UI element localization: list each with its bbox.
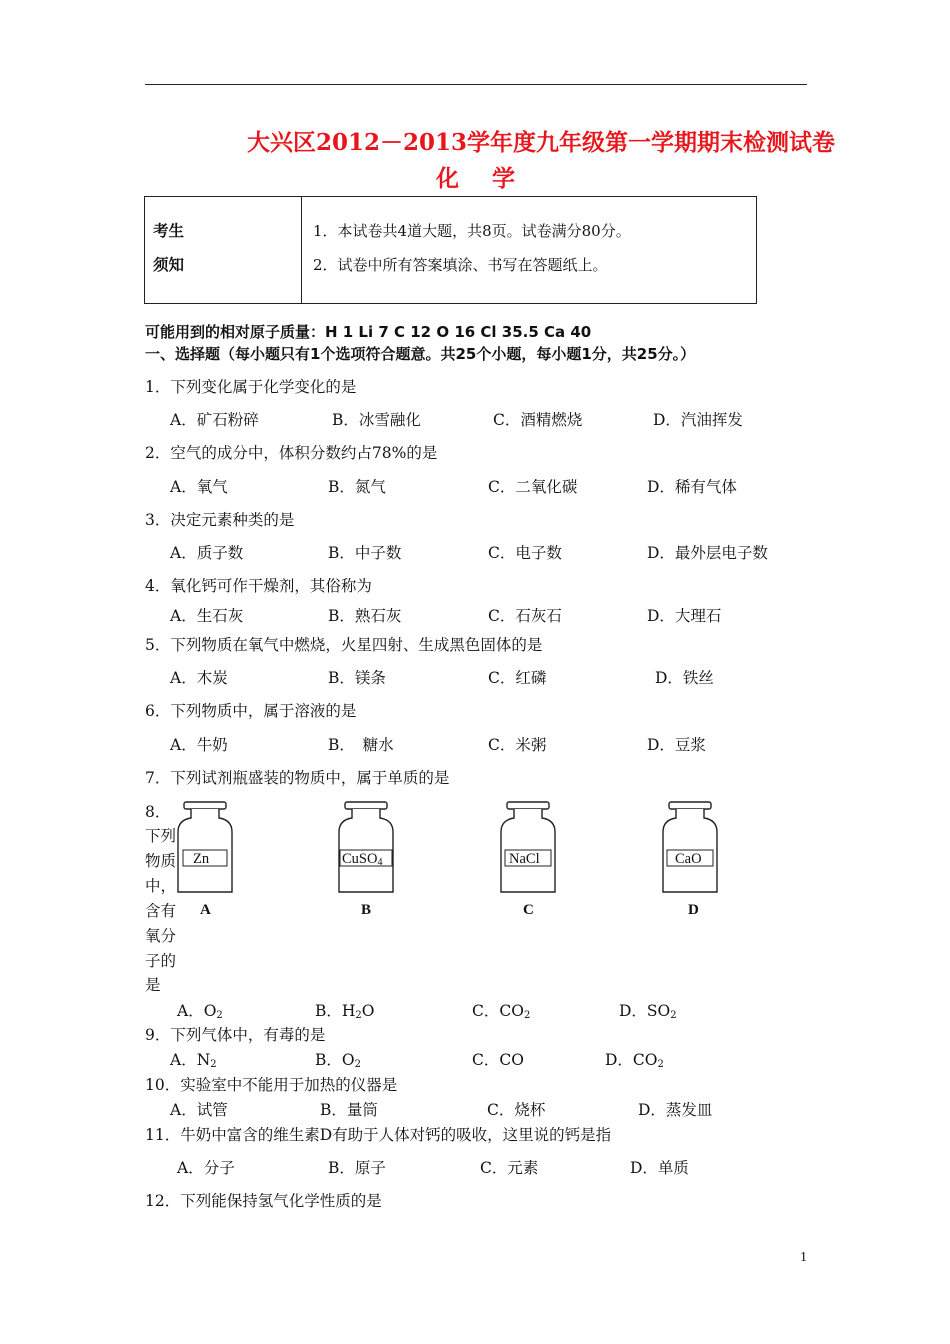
option: C．元素 bbox=[480, 1159, 539, 1177]
bottle-letter-a: A bbox=[200, 902, 211, 918]
question-stem: 3．决定元素种类的是 bbox=[145, 511, 295, 529]
option: C．CO bbox=[472, 1051, 524, 1069]
option: D．蒸发皿 bbox=[638, 1101, 713, 1119]
option: C．电子数 bbox=[488, 544, 562, 562]
option: B． 糖水 bbox=[328, 736, 394, 754]
page-number: 1 bbox=[800, 1250, 807, 1265]
option: B．熟石灰 bbox=[328, 607, 402, 625]
bottle-label-b: CuSO$_4$ bbox=[342, 851, 383, 868]
reagent-bottle-c bbox=[501, 802, 555, 892]
option: D．大理石 bbox=[647, 607, 722, 625]
option: A．氧气 bbox=[170, 478, 228, 496]
option: B．$H_2O$ bbox=[315, 1002, 375, 1021]
option: A．$N_2$ bbox=[170, 1051, 217, 1070]
reagent-bottle-d bbox=[663, 802, 717, 892]
header-rule bbox=[145, 84, 807, 85]
option: D．最外层电子数 bbox=[647, 544, 768, 562]
option: C．米粥 bbox=[488, 736, 547, 754]
notice-divider bbox=[301, 197, 302, 303]
option: D．$SO_2$ bbox=[619, 1002, 677, 1021]
subject-char-1: 化 bbox=[436, 165, 459, 192]
option: C．酒精燃烧 bbox=[493, 411, 583, 429]
option: C．石灰石 bbox=[488, 607, 562, 625]
question-stem: 7．下列试剂瓶盛装的物质中，属于单质的是 bbox=[145, 769, 450, 787]
option: B．氮气 bbox=[328, 478, 386, 496]
option: C．$CO_2$ bbox=[472, 1002, 531, 1021]
question-stem: 6．下列物质中，属于溶液的是 bbox=[145, 702, 357, 720]
option: A．$O_2$ bbox=[177, 1002, 223, 1021]
option: D．单质 bbox=[630, 1159, 689, 1177]
question-stem: 11．牛奶中富含的维生素D有助于人体对钙的吸收，这里说的钙是指 bbox=[145, 1126, 612, 1144]
notice-box bbox=[144, 196, 757, 304]
bottle-letter-c: C bbox=[523, 902, 534, 918]
option: B．冰雪融化 bbox=[332, 411, 421, 429]
option: A．试管 bbox=[170, 1101, 228, 1119]
q8-stem-line: 子的 bbox=[145, 952, 177, 970]
option: A．生石灰 bbox=[170, 607, 244, 625]
option: A．牛奶 bbox=[170, 736, 228, 754]
question-stem: 1．下列变化属于化学变化的是 bbox=[145, 378, 357, 396]
reagent-bottles-figure bbox=[160, 796, 760, 922]
option: C．红磷 bbox=[488, 669, 547, 687]
option: D．$CO_2$ bbox=[605, 1051, 664, 1070]
notice-label-2: 须知 bbox=[153, 256, 185, 274]
option: C．烧杯 bbox=[487, 1101, 546, 1119]
option: B．量筒 bbox=[320, 1101, 378, 1119]
option: D．汽油挥发 bbox=[653, 411, 743, 429]
option: B．镁条 bbox=[328, 669, 386, 687]
bottle-label-a: Zn bbox=[193, 851, 210, 867]
reagent-bottle-a bbox=[178, 802, 232, 892]
q8-stem-line: 是 bbox=[145, 976, 161, 994]
section-heading: 一、选择题（每小题只有1个选项符合题意。共25个小题，每小题1分，共25分。） bbox=[145, 345, 696, 363]
question-stem: 9．下列气体中，有毒的是 bbox=[145, 1026, 326, 1044]
exam-title: 大兴区2012－2013学年度九年级第一学期期末检测试卷 bbox=[247, 129, 836, 156]
question-stem: 5．下列物质在氧气中燃烧，火星四射、生成黑色固体的是 bbox=[145, 636, 543, 654]
atomic-masses: 可能用到的相对原子质量：H 1 Li 7 C 12 O 16 Cl 35.5 Ca 40 bbox=[145, 323, 592, 341]
question-stem: 2．空气的成分中，体积分数约占78%的是 bbox=[145, 444, 438, 462]
q8-stem-line: 物质 bbox=[145, 852, 177, 870]
subject-char-2: 学 bbox=[492, 165, 515, 192]
notice-item-1: 1．本试卷共4道大题，共8页。试卷满分80分。 bbox=[313, 222, 631, 240]
option: D．稀有气体 bbox=[647, 478, 737, 496]
option: A．木炭 bbox=[170, 669, 228, 687]
bottle-label-c: NaCl bbox=[509, 851, 540, 867]
option: A．矿石粉碎 bbox=[170, 411, 259, 429]
q8-stem-line: 8． bbox=[145, 803, 171, 821]
q8-stem-line: 含有 bbox=[145, 902, 177, 920]
option: A．质子数 bbox=[170, 544, 244, 562]
question-stem: 10．实验室中不能用于加热的仪器是 bbox=[145, 1076, 398, 1094]
notice-item-2: 2．试卷中所有答案填涂、书写在答题纸上。 bbox=[313, 256, 608, 274]
notice-label-1: 考生 bbox=[153, 222, 185, 240]
option: D．铁丝 bbox=[655, 669, 714, 687]
q8-stem-line: 下列 bbox=[145, 827, 177, 845]
q8-stem-line: 氧分 bbox=[145, 927, 177, 945]
bottle-letter-d: D bbox=[688, 902, 699, 918]
bottle-label-d: CaO bbox=[675, 851, 702, 867]
option: A．分子 bbox=[177, 1159, 235, 1177]
option: B．原子 bbox=[328, 1159, 386, 1177]
option: B．$O_2$ bbox=[315, 1051, 361, 1070]
bottle-letter-b: B bbox=[361, 902, 372, 918]
question-stem: 4．氧化钙可作干燥剂，其俗称为 bbox=[145, 577, 372, 595]
question-stem: 12．下列能保持氢气化学性质的是 bbox=[145, 1192, 382, 1210]
option: B．中子数 bbox=[328, 544, 402, 562]
reagent-bottle-b bbox=[339, 802, 393, 892]
q8-stem-line: 中， bbox=[145, 877, 177, 895]
option: C．二氧化碳 bbox=[488, 478, 578, 496]
option: D．豆浆 bbox=[647, 736, 706, 754]
